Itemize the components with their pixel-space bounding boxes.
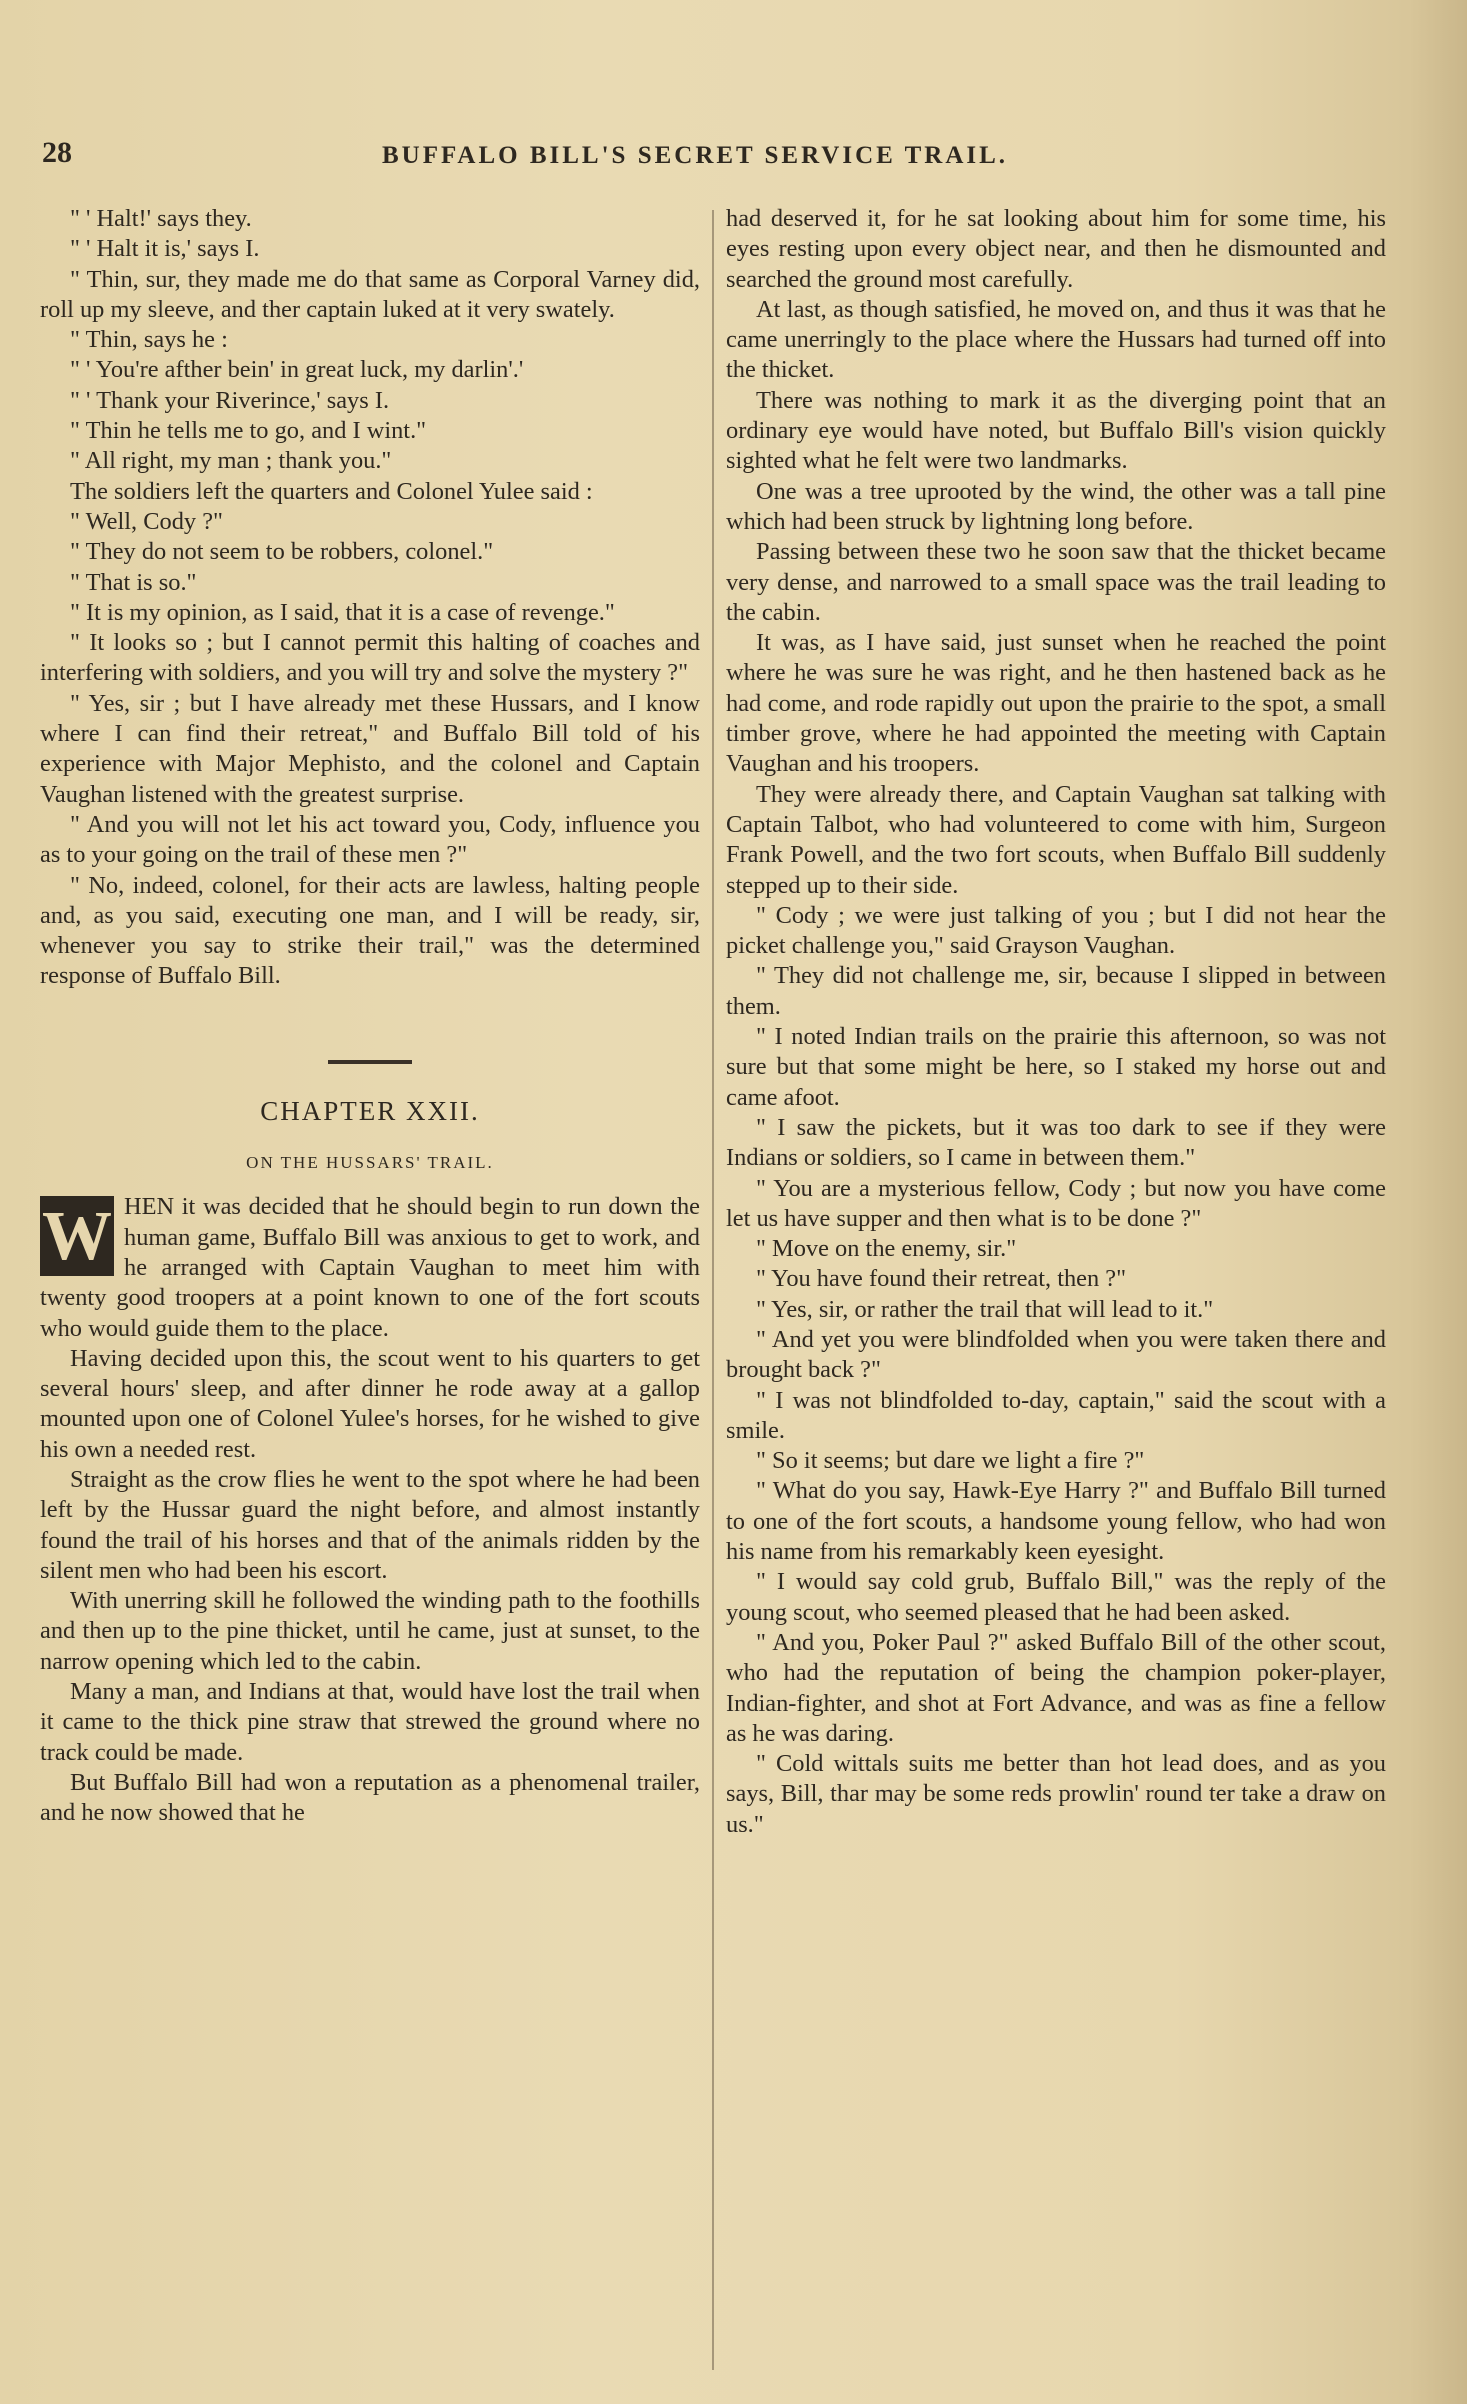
chapter-subtitle: ON THE HUSSARS' TRAIL. — [246, 1153, 494, 1173]
paragraph: Having decided upon this, the scout went to his quarters to get several hours' sleep, and after dinner he rode away at a gallop mounted upon one of Colonel Yulee's horses, for he wished to give his own a needed rest. — [40, 1344, 700, 1463]
paragraph: " I saw the pickets, but it was too dark to see if they were Indians or soldiers, so I came in between them." — [726, 1113, 1386, 1172]
paragraph: One was a tree uprooted by the wind, the other was a tall pine which had been struck by lightning long before. — [726, 477, 1386, 535]
continuation-paragraph: had deserved it, for he sat looking about him for some time, his eyes resting upon every object near, and then he dismounted and searched the ground most carefully. — [726, 205, 1386, 293]
paragraph: " You are a mysterious fellow, Cody ; but now you have come let us have supper and then what is to be done ?" — [726, 1174, 1386, 1232]
paragraph: There was nothing to mark it as the diverging point that an ordinary eye would have noted, but Buffalo Bill's vision quickly sighted what he felt were two landmarks. — [726, 386, 1386, 475]
paragraph: " Cody ; we were just talking of you ; but I did not hear the picket challenge you," said Grayson Vaughan. — [726, 901, 1386, 960]
paragraph: " So it seems; but dare we light a fire ?" — [756, 1447, 1145, 1475]
paragraph: Straight as the crow flies he went to the spot where he had been left by the Hussar guard the night before, and almost instantly found the trail of his horses and that of the animals ridden by the silent men who had been his escort. — [40, 1465, 700, 1584]
running-title: BUFFALO BILL'S SECRET SERVICE TRAIL. — [382, 142, 1009, 169]
chapter-rule — [328, 1060, 412, 1064]
paragraph: " Yes, sir ; but I have already met these Hussars, and I know where I can find their retreat," and Buffalo Bill told of his experience with Major Mephisto, and the colonel and Captain Vaughan listened with the greatest surprise. — [40, 689, 700, 808]
paragraph: It was, as I have said, just sunset when he reached the point where he was sure he was right, and he then hastened back as he had come, and rode rapidly out upon the prairie to the spot, a small timber grove, where he had appointed the meeting with Captain Vaughan and his troopers. — [726, 629, 1386, 778]
paragraph: " I would say cold grub, Buffalo Bill," was the reply of the young scout, who seemed pleased that he had been asked. — [726, 1568, 1386, 1626]
page-number: 28 — [42, 136, 72, 169]
paragraph: " Thin, says he : — [70, 326, 228, 354]
paragraph: " No, indeed, colonel, for their acts are lawless, halting people and, as you said, executing one man, and I will be ready, sir, whenever you say to strike their trail," was the determined response of Buffalo Bill. — [40, 871, 700, 990]
paragraph: Passing between these two he soon saw that the thicket became very dense, and narrowed to a small space was the trail leading to the cabin. — [726, 538, 1386, 626]
paragraph: " Thin he tells me to go, and I wint." — [70, 417, 427, 445]
right-column — [726, 204, 1386, 1840]
paragraph: But Buffalo Bill had won a reputation as a phenomenal trailer, and he now showed that he — [40, 1768, 700, 1827]
page-header — [42, 136, 1402, 176]
paragraph: " Move on the enemy, sir." — [756, 1235, 1017, 1263]
paragraph: " ' Halt it is,' says I. — [70, 235, 260, 263]
paragraph: " They did not challenge me, sir, because I slipped in between them. — [726, 962, 1386, 1020]
column-divider — [712, 210, 714, 2370]
paragraph: They were already there, and Captain Vaughan sat talking with Captain Talbot, who had volunteered to come with him, Surgeon Frank Powell, and the two fort scouts, when Buffalo Bill suddenly stepped up to their side. — [726, 780, 1386, 899]
paragraph: " It looks so ; but I cannot permit this halting of coaches and interfering with soldiers, and you will try and solve the mystery ?" — [40, 629, 700, 687]
left-top-paragraphs — [40, 204, 700, 992]
paragraph: With unerring skill he followed the winding path to the foothills and then up to the pine thicket, until he came, just at sunset, to the narrow opening which led to the cabin. — [40, 1587, 700, 1675]
paragraph: " They do not seem to be robbers, colonel." — [70, 538, 494, 566]
paragraph: " ' You're afther bein' in great luck, my darlin'.' — [70, 356, 524, 384]
chapter-title: CHAPTER XXII. — [260, 1095, 480, 1126]
chapter-opening — [40, 1192, 700, 1343]
paragraph: " ' Thank your Riverince,' says I. — [70, 386, 390, 414]
left-column — [40, 204, 700, 1829]
paragraph: " It is my opinion, as I said, that it is a case of revenge." — [70, 598, 615, 626]
paragraph: " And you, Poker Paul ?" asked Buffalo Bill of the other scout, who had the reputation of being the champion poker-player, Indian-fighter, and shot at Fort Advance, and was as fine a fellow as he was daring. — [726, 1628, 1386, 1747]
paragraph: " And yet you were blindfolded when you were taken there and brought back ?" — [726, 1325, 1386, 1384]
paragraph: " Well, Cody ?" — [70, 507, 223, 535]
paragraph: " All right, my man ; thank you." — [70, 447, 392, 475]
paragraph: " You have found their retreat, then ?" — [756, 1265, 1127, 1293]
paragraph: Many a man, and Indians at that, would have lost the trail when it came to the thick pine straw that strewed the ground where no track could be made. — [40, 1678, 700, 1766]
paragraph: " Yes, sir, or rather the trail that will lead to it." — [756, 1295, 1214, 1323]
left-bottom-paragraphs — [40, 1344, 700, 1829]
chapter-first-paragraph: HEN it was decided that he should begin to run down the human game, Buffalo Bill was anxious to get to work, and he arranged with Captain Vaughan to meet him with twenty good troopers at a point known to one of the fort scouts who would guide them to the place. — [40, 1193, 700, 1342]
paragraph: " That is so." — [70, 568, 197, 596]
paragraph: " I was not blindfolded to-day, captain," said the scout with a smile. — [726, 1386, 1386, 1444]
paragraph: " ' Halt!' says they. — [70, 205, 252, 232]
drop-cap: W — [42, 1198, 112, 1276]
paragraph: " What do you say, Hawk-Eye Harry ?" and Buffalo Bill turned to one of the fort scouts, a handsome young fellow, who had won his name from his remarkably keen eyesight. — [726, 1477, 1386, 1566]
paragraph: At last, as though satisfied, he moved on, and thus it was that he came unerringly to the place where the Hussars had turned off into the thicket. — [726, 295, 1386, 384]
paragraph: " And you will not let his act toward you, Cody, influence you as to your going on the trail of these men ?" — [40, 810, 700, 869]
paragraph: " I noted Indian trails on the prairie this afternoon, so was not sure but that some might be here, so I staked my horse out and came afoot. — [726, 1023, 1386, 1111]
right-paragraphs — [726, 295, 1386, 1840]
paragraph: The soldiers left the quarters and Colonel Yulee said : — [70, 477, 593, 505]
paragraph: " Thin, sur, they made me do that same as Corporal Varney did, roll up my sleeve, and ther captain luked at it very swately. — [40, 265, 700, 323]
paragraph: " Cold wittals suits me better than hot lead does, and as you says, Bill, thar may be some reds prowlin' round ter take a draw on us." — [726, 1750, 1386, 1838]
